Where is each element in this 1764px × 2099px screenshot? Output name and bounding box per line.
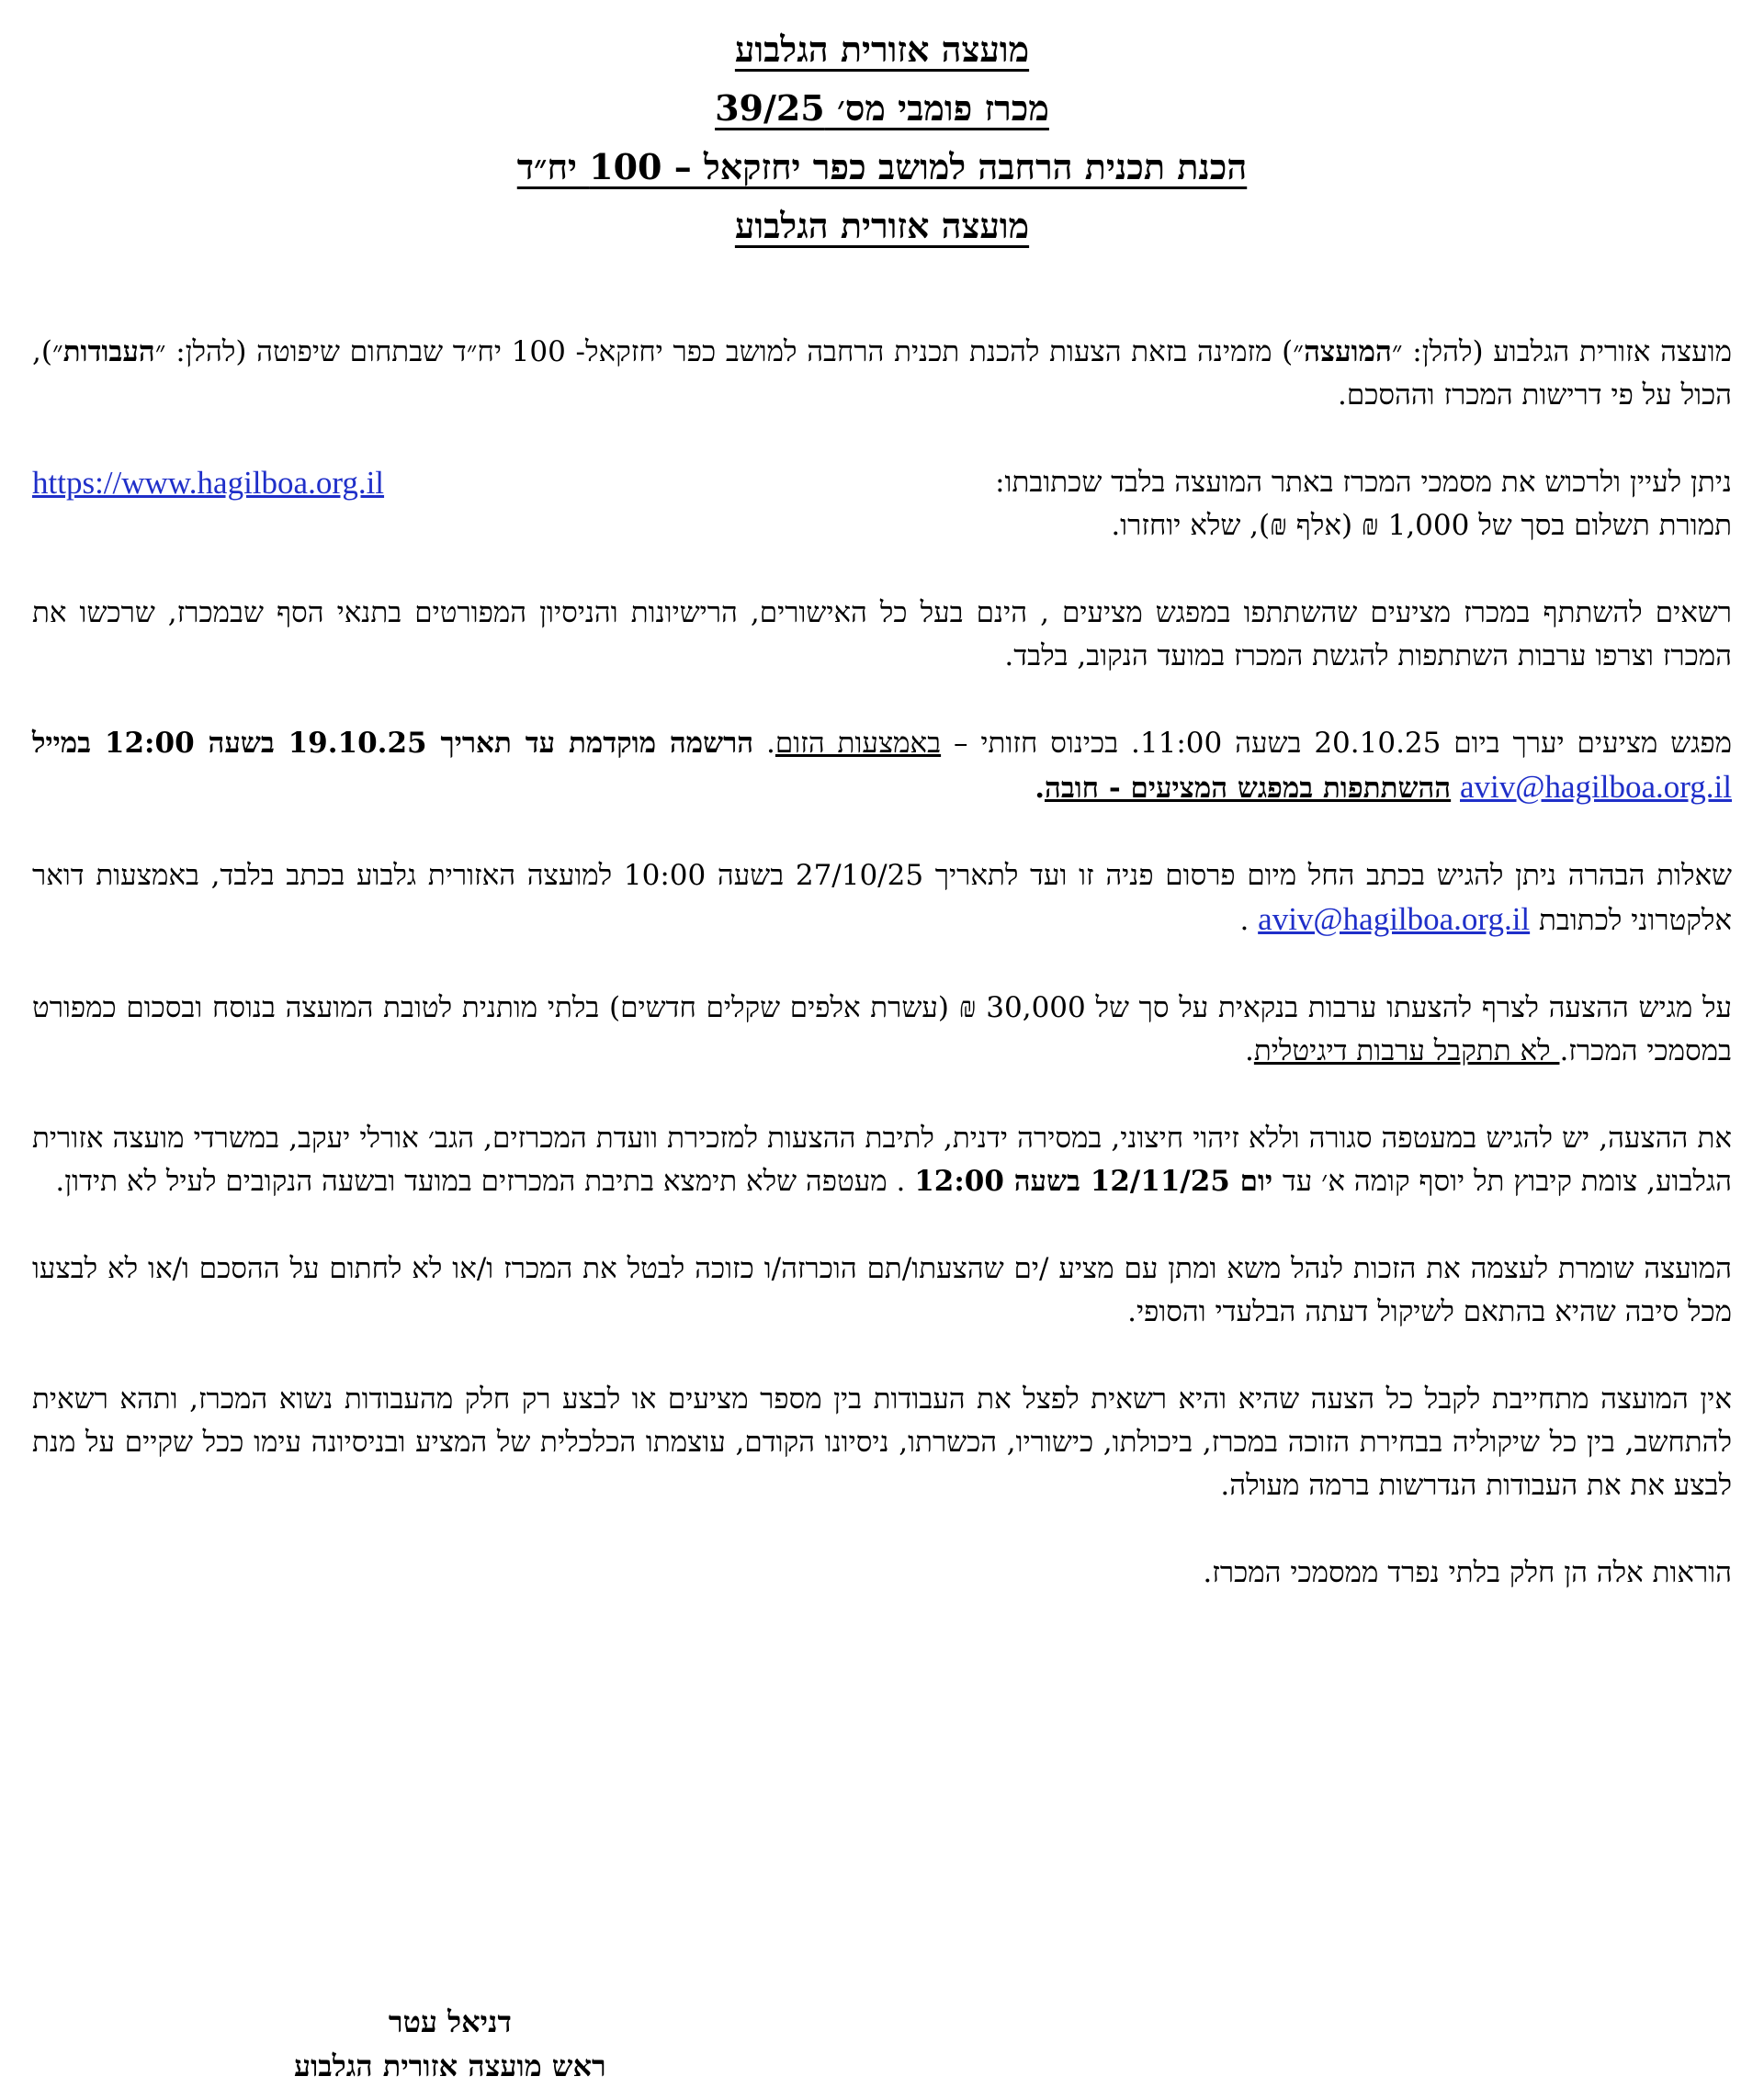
no-digital-guarantee: לא תתקבל ערבות דיגיטלית (1253, 1034, 1560, 1067)
text: מפגש מציעים יערך ביום 20.10.25 בשעה 11:00. בכינוס חזותי – (954, 727, 1733, 760)
paragraph-integral-part: הוראות אלה הן חלק בלתי נפרד ממסמכי המכרז. (1203, 1556, 1732, 1589)
text: שאלות הבהרה ניתן להגיש בכתב החל מיום פרסום פניה זו ועד לתאריך 27/10/25 בשעה 10:00 למועצה האזורית גלבוע בכתב בלבד, באמצעות דואר אלקטרוני לכתובת (32, 859, 1732, 937)
header-tender-subject: הכנת תכנית הרחבה למושב כפר יחזקאל – 100 יח״ד (516, 146, 1248, 187)
council-website-link[interactable]: https://www.hagilboa.org.il (32, 465, 385, 501)
term-works: העבודות (62, 335, 155, 368)
paragraph-guarantee (32, 987, 1732, 1073)
clarifications-email-link[interactable]: aviv@hagilboa.org.il (1258, 901, 1531, 937)
text: ״), הכול על פי דרישות המכרז וההסכם. (32, 335, 1732, 412)
paragraph-no-obligation: אין המועצה מתחייבת לקבל כל הצעה שהיא והיא רשאית לפצל את העבודות בין מספר מציעים או לבצע רק חלק מהעבודות נשוא המכרז, ותהא רשאית להתחשב, בין כל שיקוליה בבחירת הזוכה במכרז, ביכולתו, כישוריו, הכשרתו, ניסיונו הקודם, עוצמתו הכלכלית של המציע ובניסיונה עימו ככל שקיים על מנת לבצע את את העבודות הנדרשות ברמה מעולה. (32, 1382, 1732, 1502)
attendance-mandatory: ההשתתפות במפגש המציעים - חובה (1044, 772, 1452, 805)
paragraph-bidders-meeting (32, 722, 1732, 810)
paragraph-clarifications (32, 854, 1732, 942)
zoom-note: באמצעות הזום (775, 727, 942, 760)
registration-email-link[interactable]: aviv@hagilboa.org.il (1460, 769, 1732, 805)
text: . (1245, 1034, 1254, 1067)
term-council: המועצה (1304, 335, 1392, 368)
registration-deadline: הרשמה מוקדמת עד תאריך 19.10.25 בשעה 12:00 במייל (32, 727, 754, 760)
header-tender-number: מכרז פומבי מס׳ 39/25 (715, 87, 1049, 129)
text: ״) מזמינה בזאת הצעות להכנת תכנית הרחבה למושב כפר יחזקאל- 100 יח״ד שבתחום שיפוטה (להלן: ״ (154, 335, 1305, 368)
document-body (32, 331, 1732, 1595)
documents-url-row (32, 461, 1732, 504)
paragraph-eligibility: רשאים להשתתף במכרז מציעים שהשתתפו במפגש מציעים , הינם בעל כל האישורים, הרישיונות והניסיון המפורטים בתנאי הסף שבמכרז, שרכשו את המכרז וצרפו ערבות השתתפות להגשת המכרז במועד הנקוב, בלבד. (32, 596, 1732, 672)
submission-deadline: יום 12/11/25 בשעה 12:00 (914, 1165, 1283, 1198)
paragraph-rights: המועצה שומרת לעצמה את הזכות לנהל משא ומתן עם מציע /ים שהצעתו/תם הוכרזה/ו כזוכה לבטל את המכרז ו/או לא לחתום על ההסכם ו/או לא לבצעו מכל סיבה שהיא בהתאם לשיקול דעתה הבלעדי והסופי. (32, 1252, 1732, 1328)
text: על מגיש ההצעה לצרף להצעתו ערבות בנקאית על סך של 30,000 ₪ (עשרת אלפים שקלים חדשים) בלתי מותנית לטובת המועצה בנוסח ובסכום כמפורט במסמכי המכרז. (32, 991, 1732, 1067)
text: תמורת תשלום בסך של 1,000 ₪ (אלף ₪), שלא יוחזרו. (1111, 509, 1732, 542)
text: . (766, 727, 775, 760)
text: ניתן לעיין ולרכוש את מסמכי המכרז באתר המועצה בלבד שכתובתו: (995, 466, 1732, 499)
document-page (0, 20, 1764, 2099)
text: . (1239, 904, 1259, 937)
paragraph-invitation (32, 331, 1732, 417)
signatory-title: ראש מועצה אזורית הגלבוע (294, 2048, 606, 2083)
text: . (1035, 772, 1045, 805)
text: את ההצעה, יש להגיש במעטפה סגורה וללא זיהוי חיצוני, במסירה ידנית, לתיבת ההצעות למזכירת וועדת המכרזים, הגב׳ אורלי יעקב, במשרדי מועצה אזורית הגלבוע, צומת קיבוץ תל יוסף קומה א׳ עד (32, 1122, 1732, 1198)
text: . מעטפה שלא תימצא בתיבת המכרזים במועד ובשעה הנקובים לעיל לא תידון. (55, 1165, 915, 1198)
paragraph-submission (32, 1117, 1732, 1203)
signatory-name: דניאל עטר (388, 2004, 512, 2039)
text: מועצה אזורית הגלבוע (להלן: ״ (1391, 335, 1733, 368)
header-council-name: מועצה אזורית הגלבוע (734, 28, 1030, 70)
document-header (32, 20, 1732, 255)
paragraph-documents (32, 461, 1732, 547)
signature-block (294, 2000, 606, 2088)
header-council-name-repeat: מועצה אזורית הגלבוע (734, 205, 1030, 246)
